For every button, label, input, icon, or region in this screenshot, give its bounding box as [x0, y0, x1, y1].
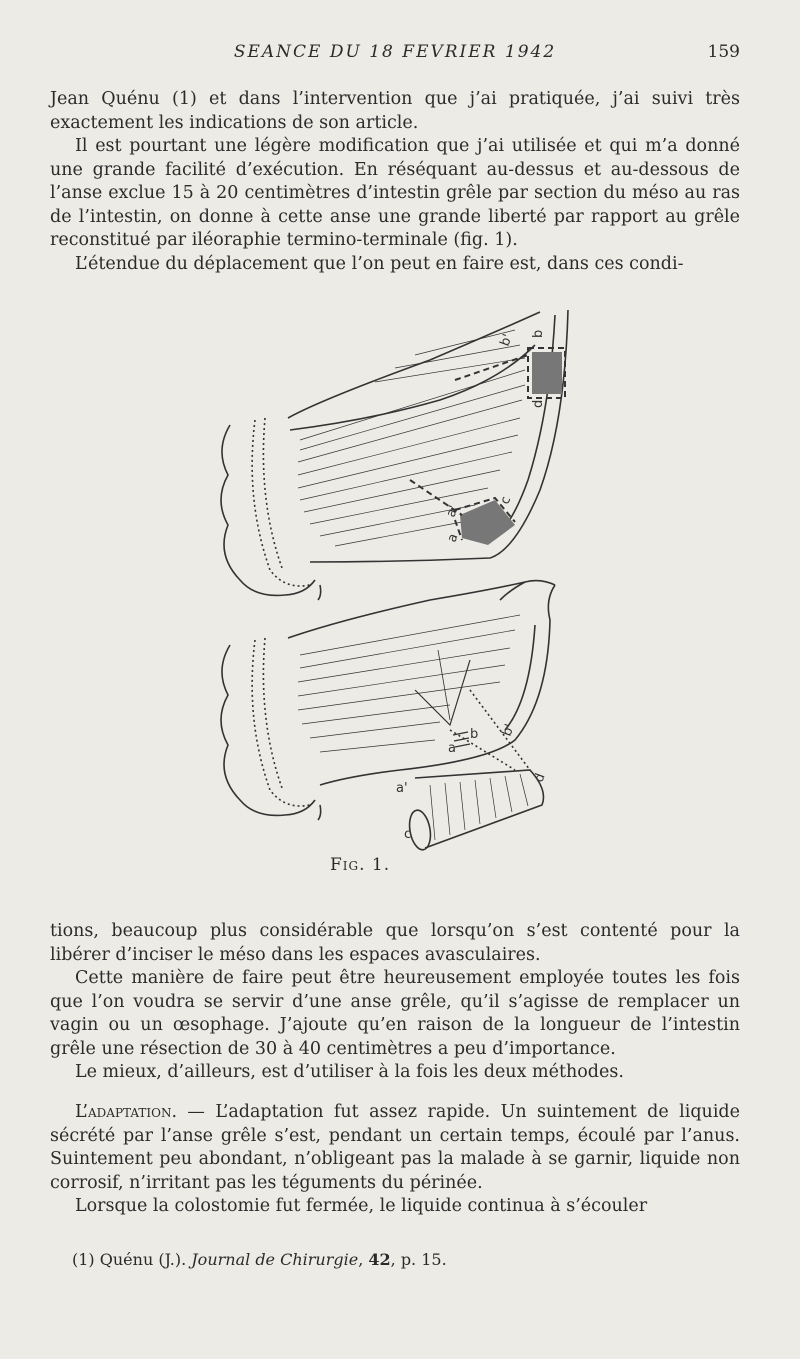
label-d-bottom: d [531, 771, 549, 785]
running-header [50, 38, 740, 68]
paragraph: Jean Quénu (1) et dans l’intervention que j’ai pratiquée, j’ai suivi très exactement les indications de son article. [50, 89, 740, 133]
page-number: 159 [707, 42, 740, 62]
label-a-bottom: a [448, 741, 456, 756]
figure-caption: Fig. 1. [330, 855, 391, 875]
footnote-journal: Journal de Chirurgie [191, 1250, 359, 1269]
label-a-prime-top: a' [443, 503, 462, 520]
figure-1-illustration [170, 300, 630, 890]
section-paragraph [50, 1101, 740, 1195]
label-b-prime-top: b' [497, 332, 516, 349]
section-dash: — [177, 1102, 216, 1122]
paragraph: Il est pourtant une légère modification que j’ai utilisée et qui m’a donné une grande facilité d’exécution. En réséquant au-dessus et au-dessous de l’anse exclue 15 à 20 centimètres d’intestin grêle par section du méso au ras de l’intestin, on donne à cette anse une grande liberté par rapport au grêle reconstitué par iléoraphie termino-terminale (fig. 1). [50, 136, 740, 250]
footnote-volume: 42 [368, 1250, 391, 1269]
body-text-middle [50, 920, 740, 1085]
body-text-bottom [50, 1101, 740, 1219]
mesentery-lines-bottom [298, 615, 520, 752]
label-c-top: c [497, 494, 515, 507]
label-a-prime-bottom: a' [396, 781, 408, 796]
body-text-top [50, 88, 740, 276]
footnote-prefix: (1) Quénu (J.). [72, 1250, 187, 1269]
excluded-loop [415, 770, 544, 848]
bowel-loop-bottom [288, 581, 555, 638]
anatomical-drawing [170, 300, 630, 890]
colon-outline-top [221, 425, 315, 595]
running-title: SEANCE DU 18 FEVRIER 1942 [233, 42, 557, 62]
label-b-prime-bottom: b' [499, 722, 518, 739]
paragraph: tions, beaucoup plus considérable que lorsqu’on s’est contenté pour la libérer d’inciser le méso dans les espaces avasculaires. [50, 921, 740, 965]
label-b-top: b [531, 329, 546, 338]
section-heading: L’adaptation. [75, 1102, 178, 1122]
footnote-pages: , p. 15. [390, 1250, 447, 1269]
label-c-bottom: c [404, 827, 412, 842]
paragraph: L’étendue du déplacement que l’on peut en faire est, dans ces condi- [75, 253, 684, 274]
paragraph: Cette manière de faire peut être heureusement employée toutes les fois que l’on voudra se servir d’une anse grêle, qu’il s’agisse de remplacer un vagin ou un œsophage. J’ajoute qu’en raison de la longueur de l’intestin grêle une résection de 30 à 40 centimètres a peu d’importance. [50, 968, 740, 1059]
section-text: L’adaptation fut assez rapide. Un suintement de liquide sécrété par l’anse grêle s’est, pendant un certain temps, écoulé par l’anus. Suintement peu abondant, n’obligeant pas la malade à se garnir, liquide non corrosif, n’irritant pas les téguments du périnée. [50, 1102, 740, 1193]
paragraph: Lorsque la colostomie fut fermée, le liquide continua à s’écouler [75, 1196, 648, 1216]
colon-outline-bottom [221, 645, 315, 815]
footnote: (1) Quénu (J.). Journal de Chirurgie, 42, p. 15. [72, 1250, 447, 1269]
paragraph: Le mieux, d’ailleurs, est d’utiliser à la fois les deux méthodes. [75, 1062, 624, 1082]
label-a-top: a [444, 531, 462, 545]
label-d-top: d [531, 399, 546, 408]
bowel-loop-top [288, 312, 540, 418]
label-b-bottom: b [470, 727, 479, 742]
